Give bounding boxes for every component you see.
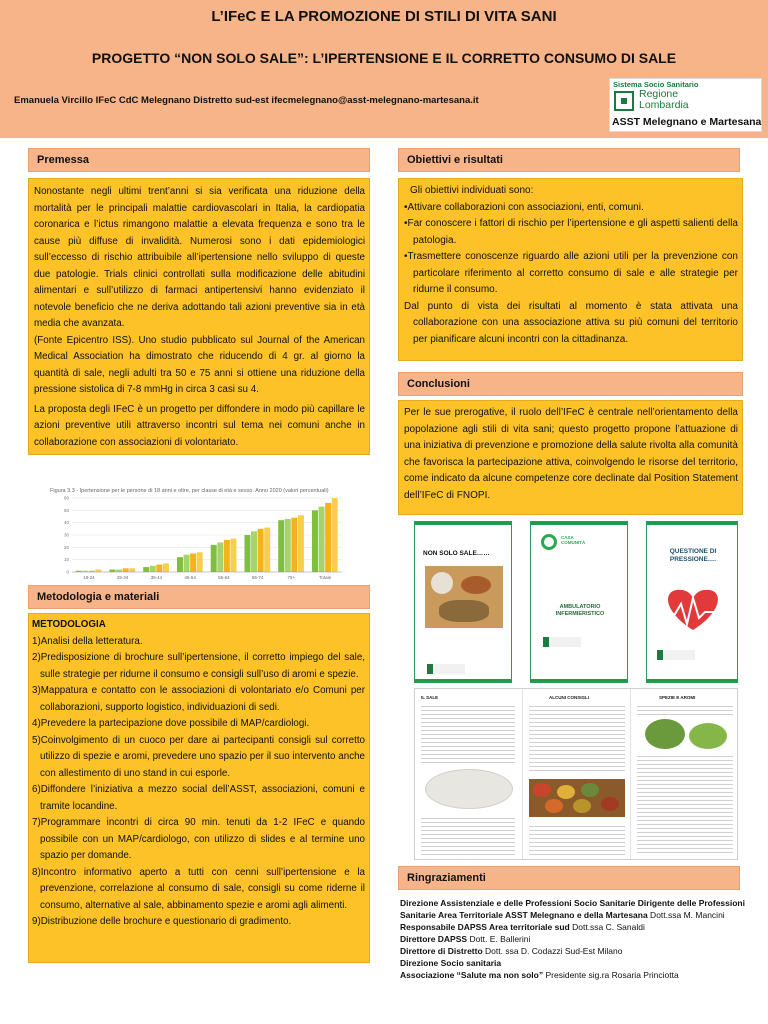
- chart-title: Figura 3.3 - Ipertensione per le persone di 18 anni e oltre, per classe di età e sesso. Anno 2020 (valori percentuali): [50, 488, 329, 494]
- metodologia-item: 2)Predisposizione di brochure sull’ipertensione, il corretto impiego del sale, sulle strategie per ridurne il consumo e consigli sull’uso di aromi e spezie.: [32, 652, 365, 680]
- authors-line: Emanuela Vircillo IFeC CdC Melegnano Distretto sud-est ifecmelegnano@asst-melegnano-martesana.it: [14, 95, 479, 106]
- chart-bar: [319, 507, 325, 572]
- brochure-2-logo: [543, 637, 581, 647]
- premessa-paragraph-3: La proposta degli IFeC è un progetto per diffondere in modo più capillare le azioni preventive utili attraverso incontri sul tema nei comuni anche in collaborazione con associazioni di volontariato.: [34, 403, 365, 448]
- thanks-line: Associazione “Salute ma non solo” Presidente sig.ra Rosaria Princiotta: [400, 970, 679, 980]
- ringraziamenti-heading: Ringraziamenti: [398, 866, 740, 890]
- thanks-line: Responsabile DAPSS Area territoriale sud Dott.ssa C. Sanaldi: [400, 922, 645, 932]
- premessa-heading: Premessa: [28, 148, 370, 172]
- metodologia-item: 8)Incontro informativo aperto a tutti con cenni sull’ipertensione e la prevenzione, correlazione al consumo di sale, consigli su come riderne il consumo, alternative al sale, abbinamento spezie e aromi agli alimenti.: [32, 866, 365, 911]
- chart-bar: [163, 563, 169, 572]
- brochure-2-title: AMBULATORIO INFERMIERISTICO: [555, 604, 605, 617]
- hypertension-chart: [50, 488, 350, 584]
- chart-bar: [197, 552, 203, 572]
- brochure-non-solo-sale: [414, 521, 512, 683]
- conclusioni-text: Per le sue prerogative, il ruolo dell’IFeC è centrale nell’orientamento della popolazione agli stili di vita sani; questo progetto propone l’attuazione di una iniziativa di prevenzione e promozione della salute rivolta alla comunità che favorisca la partecipazione attiva, coinvolgendo le risorse del territorio, come indicato da alcune competenze core declinate dal Position Statement dell’IFeC di FNOPI.: [404, 407, 738, 501]
- metodologia-item: 9)Distribuzione delle brochure e questionario di gradimento.: [32, 916, 292, 927]
- chart-y-tick: 0: [66, 569, 69, 575]
- conclusioni-box: [398, 400, 743, 515]
- chart-bar: [230, 539, 236, 572]
- logo-system-text: Sistema Socio Sanitario: [613, 80, 699, 89]
- chart-bar: [150, 566, 156, 572]
- logo-asst-text: ASST Melegnano e Martesana: [612, 116, 762, 128]
- metodologia-item: 1)Analisi della letteratura.: [32, 635, 143, 647]
- chart-bar: [184, 555, 190, 572]
- metodologia-box: [28, 613, 370, 963]
- inside-panel-1: IL SALE: [415, 689, 523, 860]
- metodologia-item: 4)Prevedere la partecipazione dove possibile di MAP/cardiologi.: [32, 718, 310, 729]
- metodologia-item: 5)Coinvolgimento di un cuoco per dare ai partecipanti consigli sul corretto utilizzo di spezie e aromi, prevedere uno spazio per il suo intervento anche con allestimento di uno stand in cui esporle.: [32, 734, 365, 779]
- inside-panel-2: ALCUNI CONSIGLI: [523, 689, 631, 860]
- chart-bar: [116, 570, 122, 572]
- obiettivi-box: [398, 178, 743, 361]
- brochure-1-logo: [427, 664, 465, 674]
- chart-bar: [312, 510, 318, 572]
- obiettivi-item-2: •Far conoscere i fattori di rischio per l’ipertensione e gli aspetti salienti della patologia.: [404, 218, 738, 246]
- brochure-questione-di-pressione: [646, 521, 738, 683]
- salt-photo: [425, 769, 513, 809]
- chart-y-tick: 40: [63, 520, 69, 526]
- chart-bar: [298, 515, 304, 572]
- poster-subtitle: PROGETTO “NON SOLO SALE”: L’IPERTENSIONE E IL CORRETTO CONSUMO DI SALE: [91, 50, 677, 66]
- chart-y-tick: 10: [63, 557, 69, 563]
- obiettivi-heading: Obiettivi e risultati: [398, 148, 740, 172]
- chart-x-tick: 75+: [287, 575, 296, 580]
- chart-bar: [190, 554, 196, 573]
- premessa-box: [28, 178, 370, 455]
- chart-plot: [50, 494, 350, 584]
- chart-bar: [129, 568, 135, 572]
- conclusioni-heading: Conclusioni: [398, 372, 743, 396]
- chart-bar: [217, 542, 223, 572]
- chart-bar: [264, 528, 270, 572]
- regione-lombardia-logo: [609, 78, 762, 132]
- thanks-line: Direttore di Distretto Dott. ssa D. Codazzi Sud-Est Milano: [400, 946, 623, 956]
- logo-region-text: Regione Lombardia: [639, 88, 689, 111]
- chart-bar: [211, 545, 217, 572]
- chart-x-tick: 45-54: [184, 575, 196, 580]
- spices-photo: [529, 779, 625, 817]
- brochure-1-title: NON SOLO SALE……: [423, 550, 490, 557]
- metodologia-item: 6)Diffondere l’iniziativa a mezzo social dell’ASST, associazioni, comuni e tramite locandine.: [32, 784, 365, 812]
- metodologia-list: [32, 634, 365, 931]
- brochure-1-photo: [425, 566, 503, 628]
- chart-bar: [325, 503, 331, 572]
- brochure-3-title: QUESTIONE DI PRESSIONE….: [669, 548, 717, 563]
- chart-y-tick: 60: [63, 495, 69, 501]
- chart-bar: [156, 565, 162, 572]
- chart-bar: [258, 529, 264, 572]
- chart-x-tick: 65-74: [251, 575, 264, 580]
- obiettivi-item-1: •Attivare collaborazioni con associazioni, enti, comuni.: [404, 201, 644, 213]
- chart-bar: [244, 535, 250, 572]
- chart-bar: [109, 570, 115, 572]
- chart-bar: [278, 520, 284, 572]
- inside-panel-3: SPEZIE E AROMI: [631, 689, 738, 860]
- chart-y-tick: 30: [63, 532, 69, 538]
- metodologia-item: 7)Programmare incontri di circa 90 min. tenuti da 1-2 IFeC e quando possibile con un MAP/cardiologo, con utilizzo di slides e al termine uno spazio per domande.: [32, 817, 365, 861]
- ringraziamenti-text: [400, 897, 760, 981]
- metodologia-heading: Metodologia e materiali: [28, 585, 370, 609]
- chart-x-tick: 25-34: [116, 575, 129, 580]
- thanks-line: Direzione Assistenziale e delle Professioni Socio Sanitarie Dirigente delle Professioni: [400, 898, 745, 908]
- chart-bar: [285, 519, 291, 572]
- chart-bar: [143, 567, 149, 572]
- premessa-paragraph-1: Nonostante negli ultimi trent’anni si sia verificata una riduzione della mortalità per le principali malattie cardiovascolari in Italia, la cardiopatia coronarica e l’ictus rimangono malattie a elevata frequenza e sono tra le cause più diffuse di invalidità. Numerosi sono i dati epidemiologici sull’eccesso di rischio attribuibile all’ipertensione nello sviluppo di queste due patologie. Trials clinici controllati sulla modificazione delle abitudini alimentari e sull’utilizzo di farmaci antipertensivi hanno evidenziato il notevole beneficio che ne deriva adottando tali azioni preventive sia in età media che avanzata.: [34, 186, 365, 329]
- herbs-photo: [645, 719, 685, 749]
- chart-bar: [95, 570, 101, 572]
- casa-comunita-icon: [541, 534, 557, 550]
- brochure-3-logo: [657, 650, 695, 660]
- metodologia-subheading: METODOLOGIA: [32, 619, 106, 630]
- chart-bar: [123, 568, 129, 572]
- chart-x-tick: 35-44: [150, 575, 163, 580]
- obiettivi-results: Dal punto di vista dei risultati al momento è stata attivata una collaborazione con una associazione attiva su più comuni del territorio per pianificare alcuni incontri con la cittadinanza.: [404, 300, 738, 345]
- poster-title: L’IFeC E LA PROMOZIONE DI STILI DI VITA SANI: [211, 8, 557, 25]
- heartbeat-icon: [653, 584, 733, 636]
- thanks-line: Direttore DAPSS Dott. E. Ballerini: [400, 934, 531, 944]
- thanks-line: Sanitarie Area Territoriale ASST Melegnano e della Martesana Dott.ssa M. Mancini: [400, 910, 725, 920]
- obiettivi-item-3: •Trasmettere conoscenze riguardo alle azioni utili per la prevenzione con particolare riferimento al corretto consumo di sale e alle strategie per ridurne il consumo.: [404, 251, 738, 295]
- poster-header: [0, 0, 768, 138]
- chart-y-tick: 20: [63, 544, 69, 550]
- brochure-casa-comunita: CASA COMUNITÀ AMBULATORIO INFERMIERISTICO: [530, 521, 628, 683]
- chart-bar: [291, 518, 297, 572]
- chart-x-tick: 18-24: [83, 575, 95, 580]
- chart-bar: [177, 557, 183, 572]
- chart-bar: [224, 540, 230, 572]
- chart-x-tick: Totale: [319, 575, 332, 580]
- chart-x-tick: 55-64: [218, 575, 230, 580]
- chart-bar: [251, 531, 257, 572]
- chart-bar: [332, 498, 338, 572]
- obiettivi-intro: Gli obiettivi individuati sono:: [410, 185, 534, 196]
- lombardia-rose-icon: [614, 91, 634, 111]
- premessa-paragraph-2: (Fonte Epicentro ISS). Uno studio pubblicato sul Journal of the American Medical Association ha dimostrato che riducendo di 4 gr. al giorno la quantità di sale, negli adulti tra 50 e 75 anni si ottiene una riduzione della pressione sistolica di 7-8 mmHg in circa 3 casi su 4.: [34, 334, 365, 395]
- brochure-inside-spread: [414, 688, 738, 860]
- thanks-line: Direzione Socio sanitaria: [400, 958, 502, 968]
- chart-y-tick: 50: [63, 507, 69, 513]
- metodologia-item: 3)Mappatura e contatto con le associazioni di volontariato e/o Comuni per collaborazioni, supporto logistico, individuazioni di sedi.: [32, 685, 365, 713]
